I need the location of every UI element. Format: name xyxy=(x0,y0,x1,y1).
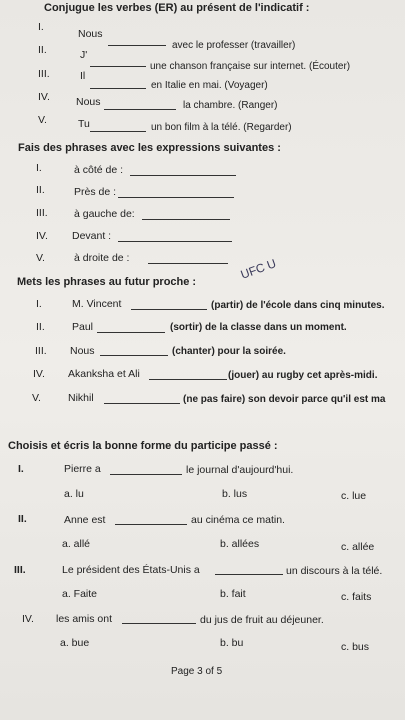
s4-rest-3: un discours à la télé. xyxy=(286,565,383,577)
s4-start-3: Le président des États-Unis a xyxy=(62,564,200,576)
s4-opt-c-1[interactable]: c. lue xyxy=(341,490,367,502)
s4-opt-c-2[interactable]: c. allée xyxy=(341,541,375,553)
s3-subject-1: M. Vincent xyxy=(72,298,122,310)
s2-blank-4[interactable] xyxy=(118,241,232,242)
s4-opt-a-1[interactable]: a. lu xyxy=(64,488,84,500)
section-4-heading: Choisis et écris la bonne forme du participe passé : xyxy=(8,440,278,452)
s3-rest-4: (jouer) au rugby cet après-midi. xyxy=(228,370,378,381)
s2-text-2: Près de : xyxy=(74,186,117,198)
s4-opt-c-3[interactable]: c. faits xyxy=(341,591,372,603)
s2-blank-2[interactable] xyxy=(118,197,234,198)
s2-num-3: III. xyxy=(36,207,48,219)
s1-rest-1: avec le professer (travailler) xyxy=(172,40,296,51)
s4-opt-b-2[interactable]: b. allées xyxy=(220,538,260,550)
s1-rest-2: une chanson française sur internet. (Écouter) xyxy=(150,61,351,72)
s3-num-2: II. xyxy=(36,321,45,333)
s4-blank-4[interactable] xyxy=(122,623,196,624)
section-3-heading: Mets les phrases au futur proche : xyxy=(17,276,197,288)
s3-rest-2: (sortir) de la classe dans un moment. xyxy=(170,322,347,333)
s4-opt-a-3[interactable]: a. Faite xyxy=(62,588,98,600)
s1-subject-5: Tu xyxy=(78,118,90,130)
s4-opt-a-2[interactable]: a. allé xyxy=(62,538,91,550)
s4-opt-a-4[interactable]: a. bue xyxy=(60,637,90,649)
s2-num-5: V. xyxy=(36,252,45,264)
s3-num-1: I. xyxy=(36,298,42,310)
s4-rest-2: au cinéma ce matin. xyxy=(191,514,285,526)
handwritten-scribble: UFC U xyxy=(238,256,278,282)
s4-num-4: IV. xyxy=(22,613,34,625)
s3-num-5: V. xyxy=(32,392,41,404)
s4-start-1: Pierre a xyxy=(64,463,101,475)
s4-num-1: I. xyxy=(18,463,24,475)
s1-subject-1: Nous xyxy=(78,28,103,40)
s1-subject-3: Il xyxy=(80,70,86,82)
s4-blank-2[interactable] xyxy=(115,524,187,525)
s3-rest-5: (ne pas faire) son devoir parce qu'il est ma xyxy=(183,394,386,405)
s4-rest-1: le journal d'aujourd'hui. xyxy=(186,464,294,476)
s4-num-2: II. xyxy=(18,513,27,525)
s4-blank-3[interactable] xyxy=(215,574,283,575)
s3-rest-1: (partir) de l'école dans cinq minutes. xyxy=(211,300,385,311)
s1-blank-5[interactable] xyxy=(90,131,146,132)
s4-rest-4: du jus de fruit au déjeuner. xyxy=(200,614,324,626)
s1-rest-4: la chambre. (Ranger) xyxy=(183,100,278,111)
s1-num-1: I. xyxy=(38,21,44,33)
s3-blank-3[interactable] xyxy=(100,355,168,356)
s3-num-3: III. xyxy=(35,345,47,357)
s4-opt-b-1[interactable]: b. lus xyxy=(222,488,248,500)
s3-subject-4: Akanksha et Ali xyxy=(68,368,140,380)
section-1-heading: Conjugue les verbes (ER) au présent de l'indicatif : xyxy=(44,2,310,14)
s2-blank-5[interactable] xyxy=(148,263,228,264)
s4-opt-c-4[interactable]: c. bus xyxy=(341,641,370,653)
s4-opt-b-3[interactable]: b. fait xyxy=(220,588,246,600)
s2-text-5: à droite de : xyxy=(74,252,130,264)
s2-blank-1[interactable] xyxy=(130,175,236,176)
s4-blank-1[interactable] xyxy=(110,474,182,475)
s4-start-4: les amis ont xyxy=(56,613,113,625)
s2-num-4: IV. xyxy=(36,230,48,242)
s2-blank-3[interactable] xyxy=(142,219,230,220)
s1-blank-3[interactable] xyxy=(90,88,146,89)
s2-num-2: II. xyxy=(36,184,45,196)
s3-subject-3: Nous xyxy=(70,345,95,357)
s3-rest-3: (chanter) pour la soirée. xyxy=(172,346,286,357)
s2-text-4: Devant : xyxy=(72,230,112,242)
s1-rest-5: un bon film à la télé. (Regarder) xyxy=(151,122,292,133)
s1-num-4: IV. xyxy=(38,91,50,103)
page-number: Page 3 of 5 xyxy=(171,666,223,677)
s3-num-4: IV. xyxy=(33,368,45,380)
s4-opt-b-4[interactable]: b. bu xyxy=(220,637,244,649)
s1-rest-3: en Italie en mai. (Voyager) xyxy=(151,80,268,91)
s4-num-3: III. xyxy=(14,564,26,576)
s3-blank-5[interactable] xyxy=(104,403,180,404)
s1-blank-1[interactable] xyxy=(108,45,166,46)
s2-num-1: I. xyxy=(36,162,42,174)
s1-num-2: II. xyxy=(38,44,47,56)
s3-subject-5: Nikhil xyxy=(68,392,94,404)
section-2-heading: Fais des phrases avec les expressions suivantes : xyxy=(18,142,281,154)
s3-subject-2: Paul xyxy=(72,321,94,333)
s3-blank-1[interactable] xyxy=(131,309,207,310)
s1-blank-4[interactable] xyxy=(104,109,176,110)
s1-subject-2: J' xyxy=(80,49,88,61)
s1-blank-2[interactable] xyxy=(90,66,146,67)
s4-start-2: Anne est xyxy=(64,514,106,526)
s2-text-1: à côté de : xyxy=(74,164,124,176)
s3-blank-2[interactable] xyxy=(97,332,165,333)
s1-num-3: III. xyxy=(38,68,50,80)
s1-subject-4: Nous xyxy=(76,96,101,108)
s2-text-3: à gauche de: xyxy=(74,208,135,220)
s3-blank-4[interactable] xyxy=(149,379,227,380)
s1-num-5: V. xyxy=(38,114,47,126)
